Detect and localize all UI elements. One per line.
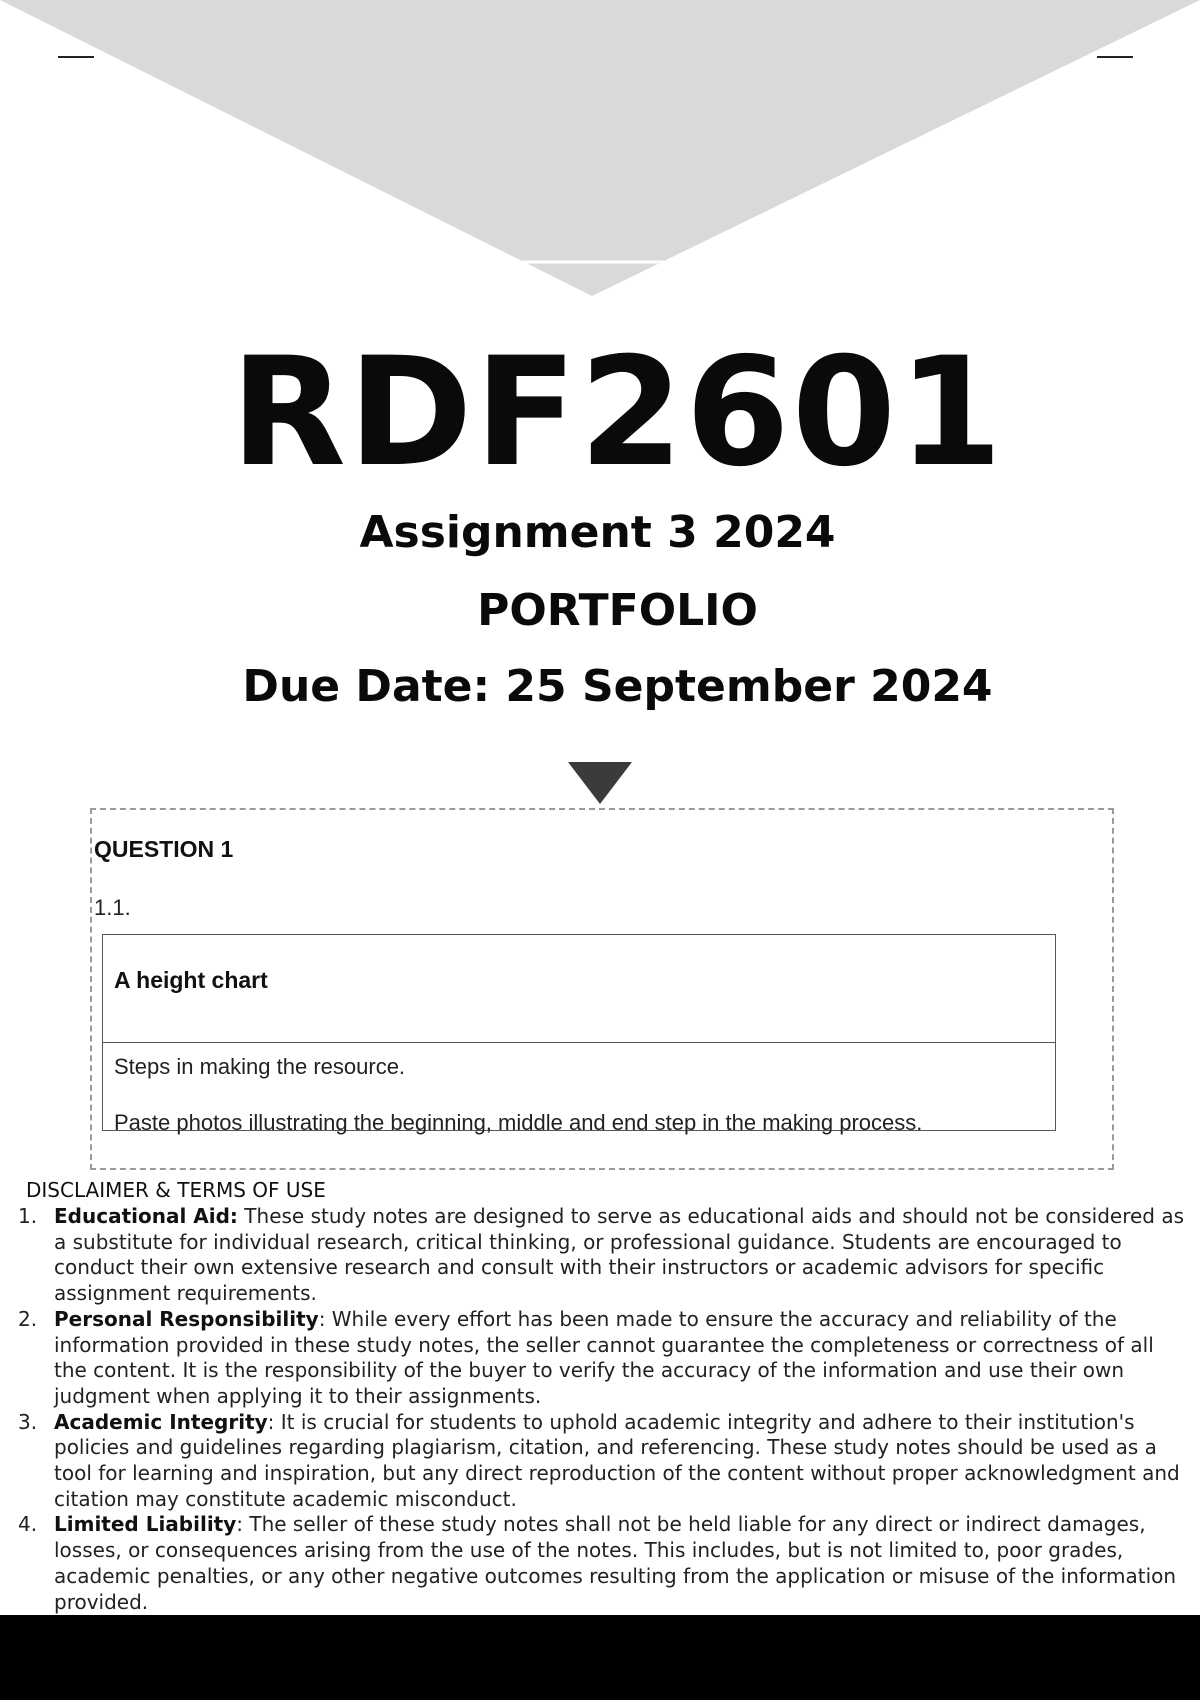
term-text: : The seller of these study notes shall not be held liable for any direct or indirect damages, losses, or consequences arising from the use of the notes. This includes, but is not limited to, poor grades, academic penalties, or any other negative outcomes resulting from the application or misuse of the information provided. xyxy=(54,1512,1177,1614)
term-text: These study notes are designed to serve as educational aids and should not be considered as a substitute for individual research, critical thinking, or professional guidance. Students are encouraged to conduct their own extensive research and consult with their instructors or academic advisors for specific assignment requirements. xyxy=(54,1204,1185,1306)
term-heading: Limited Liability xyxy=(54,1512,237,1537)
question-number: 1.1. xyxy=(94,895,131,920)
terms-list xyxy=(18,1204,1186,1615)
term-heading: Educational Aid: xyxy=(54,1204,238,1228)
assignment-subtitle: Assignment 3 2024 xyxy=(359,507,836,558)
portfolio-label: PORTFOLIO xyxy=(477,585,758,636)
corner-mark-left xyxy=(58,56,94,58)
step-instruction: Steps in making the resource. xyxy=(114,1054,406,1079)
resource-title-cell xyxy=(103,935,1055,1043)
header-banner-graphic xyxy=(0,0,1200,300)
term-number: 4. xyxy=(18,1512,38,1537)
term-heading: Personal Responsibility xyxy=(54,1306,319,1331)
corner-mark-right xyxy=(1097,56,1133,58)
question-heading: QUESTION 1 xyxy=(94,836,234,862)
question-preview-box xyxy=(90,808,1114,1170)
resource-title: A height chart xyxy=(114,967,268,993)
disclaimer-title: DISCLAIMER & TERMS OF USE xyxy=(26,1178,326,1202)
term-number: 2. xyxy=(18,1306,38,1331)
term-text: : While every effort has been made to ensure the accuracy and reliability of the information provided in these study notes, the seller cannot guarantee the completeness or correctness of all the content. It is the responsibility of the buyer to verify the accuracy of the information and use their own judgment when applying it to their assignments. xyxy=(54,1306,1154,1408)
course-code-title: RDF2601 xyxy=(230,326,1005,500)
term-number: 3. xyxy=(18,1409,38,1434)
term-item-educational-aid xyxy=(18,1204,1186,1307)
due-date: Due Date: 25 September 2024 xyxy=(242,661,993,712)
term-item-academic-integrity xyxy=(18,1410,1186,1513)
term-item-limited-liability xyxy=(18,1512,1186,1615)
term-text: : It is crucial for students to uphold academic integrity and adhere to their institution's policies and guidelines regarding plagiarism, citation, and referencing. These study notes should be used as a tool for learning and inspiration, but any direct reproduction of the content without proper acknowledgment and citation may constitute academic misconduct. xyxy=(54,1409,1180,1511)
down-triangle-icon xyxy=(568,762,632,804)
term-heading: Academic Integrity xyxy=(54,1409,268,1434)
term-number: 1. xyxy=(18,1204,38,1228)
bottom-bar xyxy=(0,1615,1200,1700)
resource-table xyxy=(102,934,1056,1135)
photo-instruction: Paste photos illustrating the beginning, middle and end step in the making process. xyxy=(114,1110,923,1135)
term-item-personal-responsibility xyxy=(18,1307,1186,1410)
